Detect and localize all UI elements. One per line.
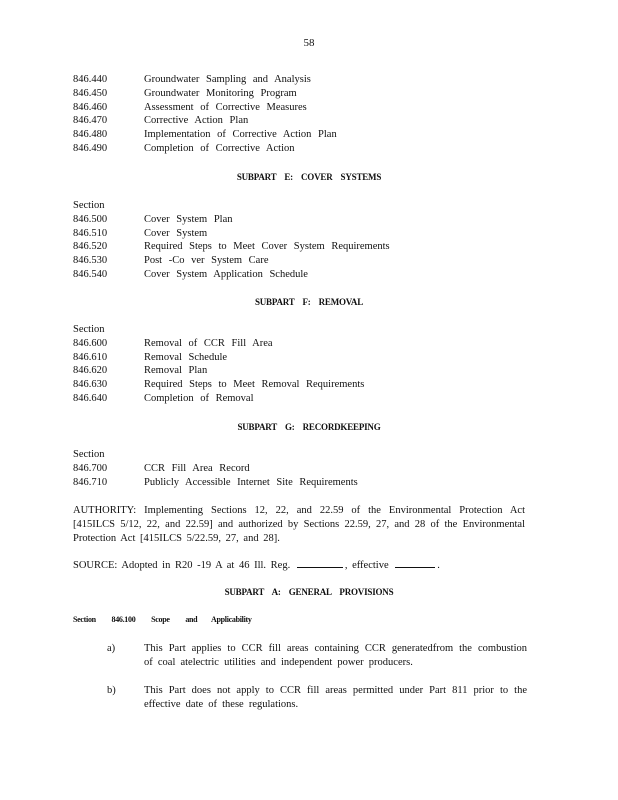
- section-title: Completion of Removal: [144, 392, 254, 404]
- toc-row: [73, 462, 358, 476]
- section-label: Section: [73, 449, 105, 460]
- section-number: 846.630: [73, 379, 108, 391]
- section-heading-title-1: Scope: [151, 615, 170, 624]
- section-title: Cover System Plan: [144, 213, 233, 225]
- section-title: Required Steps to Meet Cover System Requirements: [144, 241, 390, 253]
- source-middle: , effective: [344, 560, 389, 571]
- item-text: This Part does not apply to CCR fill areas permitted under Part 811 prior to the effective date of these regulations.: [144, 685, 527, 710]
- section-number: 846.440: [73, 74, 108, 85]
- subpart-f-heading: SUBPART F: REMOVAL: [254, 297, 364, 307]
- toc-row: [73, 73, 337, 87]
- section-number: 846.710: [73, 476, 108, 488]
- subpart-a-heading: SUBPART A: GENERAL PROVISIONS: [224, 587, 394, 597]
- subpart-e-list: [73, 199, 390, 282]
- section-number: 846.700: [73, 462, 108, 474]
- toc-row: [73, 392, 364, 406]
- section-label: Section: [73, 324, 105, 335]
- toc-row: [73, 114, 337, 128]
- list-item: [107, 642, 527, 670]
- subpart-d-list: [73, 73, 337, 156]
- authority-note: AUTHORITY: Implementing Sections 12, 22, and 22.59 of the Environmental Protection Act [415ILCS 5/12, 22, and 22.59] and authorized by Sections 22.59, 27, and 28 of the Environmental Protection Act [415ILCS 5/22.59, 27, and 28].: [73, 505, 525, 544]
- subpart-f-list: [73, 323, 364, 406]
- section-title: CCR Fill Area Record: [144, 462, 250, 474]
- item-text: This Part applies to CCR fill areas containing CCR generatedfrom the combustion of coal atelectric utilities and independent power producers.: [144, 643, 527, 668]
- section-title: Groundwater Monitoring Program: [144, 87, 297, 99]
- toc-row: [73, 337, 364, 351]
- section-heading-label: Section: [73, 615, 96, 624]
- section-number: 846.600: [73, 337, 108, 349]
- section-title: Completion of Corrective Action: [144, 142, 295, 154]
- section-heading: [73, 615, 252, 624]
- toc-row: [73, 351, 364, 365]
- section-number: 846.490: [73, 142, 108, 154]
- page-number: 58: [303, 37, 315, 49]
- section-title: Removal Schedule: [144, 351, 228, 363]
- section-number: 846.640: [73, 392, 108, 404]
- section-title: Corrective Action Plan: [144, 115, 249, 127]
- toc-row: [73, 227, 390, 241]
- section-heading-title-3: Applicability: [211, 615, 252, 624]
- source-suffix: .: [437, 560, 440, 571]
- list-item: [107, 684, 527, 712]
- subpart-g-heading: SUBPART G: RECORDKEEPING: [237, 422, 381, 432]
- subpart-g-list: [73, 448, 358, 489]
- section-number: 846.480: [73, 129, 108, 141]
- section-number: 846.610: [73, 351, 108, 363]
- toc-row: [73, 254, 390, 268]
- section-title: Cover System Application Schedule: [144, 268, 308, 280]
- section-title: Removal Plan: [144, 365, 208, 377]
- section-title: Cover System: [144, 227, 208, 239]
- section-title: Groundwater Sampling and Analysis: [144, 74, 311, 85]
- subpart-e-heading: SUBPART E: COVER SYSTEMS: [236, 172, 382, 182]
- section-heading-title-2: and: [185, 615, 198, 624]
- section-number: 846.530: [73, 255, 108, 267]
- section-number: 846.450: [73, 87, 108, 99]
- toc-row: [73, 378, 364, 392]
- source-prefix: SOURCE: Adopted in R20 -19 A at 46 Ill. Reg.: [73, 560, 291, 571]
- item-label: b): [107, 685, 116, 696]
- section-number: 846.460: [73, 101, 108, 113]
- section-title: Implementation of Corrective Action Plan: [144, 129, 337, 141]
- toc-row: [73, 213, 390, 227]
- section-number: 846.620: [73, 365, 108, 377]
- section-number: 846.520: [73, 241, 108, 253]
- section-title: Required Steps to Meet Removal Requirements: [144, 379, 365, 391]
- section-title: Publicly Accessible Internet Site Requirements: [144, 476, 358, 488]
- section-title: Assessment of Corrective Measures: [144, 101, 307, 113]
- toc-row: [73, 142, 337, 156]
- toc-row: [73, 268, 390, 282]
- toc-row: [73, 101, 337, 115]
- section-title: Post -Co ver System Care: [144, 255, 269, 267]
- toc-row: [73, 364, 364, 378]
- section-number: 846.510: [73, 227, 108, 239]
- reg-blank-line: [297, 558, 343, 568]
- section-number: 846.470: [73, 115, 108, 127]
- toc-row: [73, 240, 390, 254]
- section-number: 846.540: [73, 268, 108, 280]
- effective-blank-line: [395, 558, 435, 568]
- toc-row: [73, 87, 337, 101]
- section-heading-number: 846.100: [111, 615, 136, 624]
- toc-row: [73, 476, 358, 490]
- section-title: Removal of CCR Fill Area: [144, 337, 273, 349]
- toc-row: [73, 128, 337, 142]
- source-note: [73, 558, 525, 573]
- section-label: Section: [73, 200, 105, 211]
- section-number: 846.500: [73, 213, 108, 225]
- item-label: a): [107, 643, 116, 654]
